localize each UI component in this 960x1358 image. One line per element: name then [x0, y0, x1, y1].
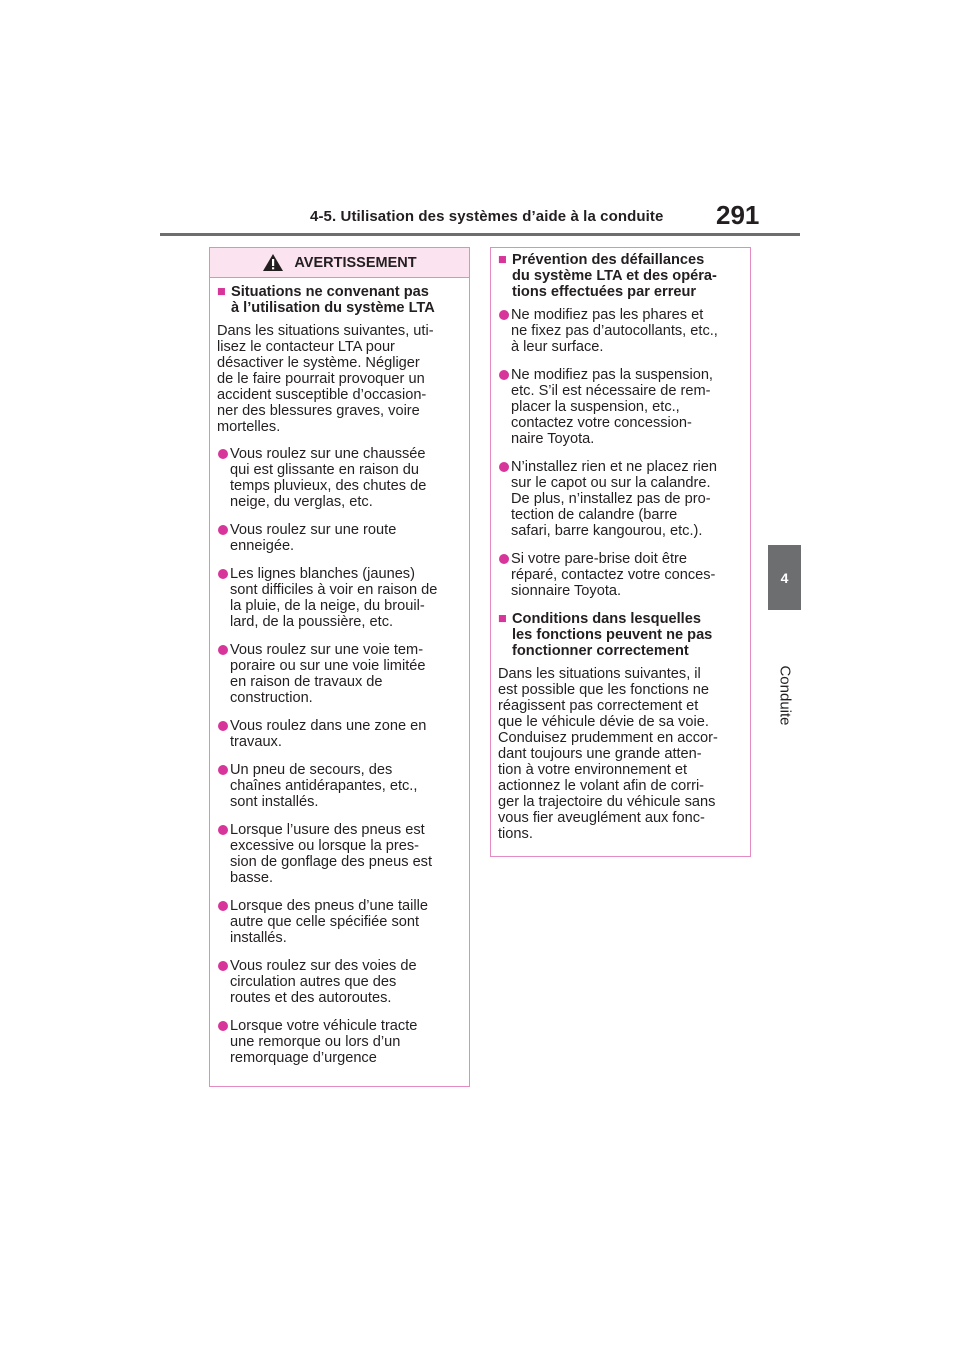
- section-square-icon: ■: [217, 284, 226, 300]
- bullet-text: Ne modifiez pas les phares et ne fixez pas d’autocollants, etc., à leur surface.: [511, 307, 718, 355]
- warning-header: [210, 248, 469, 278]
- warning-bullet: [217, 522, 462, 554]
- chapter-section-title: 4-5. Utilisation des systèmes d’aide à la conduite: [310, 208, 664, 225]
- chapter-number: 4: [780, 569, 789, 586]
- bullet-dot-icon: [499, 554, 509, 564]
- section-square-icon: ■: [498, 252, 507, 268]
- section-square-icon: ■: [498, 611, 507, 627]
- chapter-tab: [768, 545, 801, 610]
- prevention-section-title-text: Prévention des défaillances du système LTA et des opéra- tions effectuées par erreur: [512, 252, 717, 300]
- bullet-dot-icon: [218, 901, 228, 911]
- bullet-text: N’installez rien et ne placez rien sur le capot ou sur la calandre. De plus, n’installez pas de pro- tection de calandre (barre safari, barre kangourou, etc.).: [511, 459, 718, 539]
- prevention-bullet: [498, 367, 743, 447]
- bullet-dot-icon: [499, 370, 509, 380]
- warning-bullet: [217, 822, 462, 886]
- page-header: [160, 200, 800, 236]
- bullet-text: Lorsque votre véhicule tracte une remorque ou lors d’un remorquage d’urgence: [230, 1018, 418, 1066]
- bullet-text: Un pneu de secours, des chaînes antidérapantes, etc., sont installés.: [230, 762, 418, 810]
- warning-bullet: [217, 898, 462, 946]
- warning-title: AVERTISSEMENT: [294, 254, 417, 271]
- bullet-text: Les lignes blanches (jaunes) sont difficiles à voir en raison de la pluie, de la neige, du brouil- lard, de la poussière, etc.: [230, 566, 438, 630]
- warning-continued-content: [491, 248, 750, 842]
- warning-box: [209, 247, 470, 1087]
- bullet-dot-icon: [218, 449, 228, 459]
- warning-bullet: [217, 958, 462, 1006]
- bullet-text: Vous roulez dans une zone en travaux.: [230, 718, 427, 750]
- bullet-dot-icon: [218, 525, 228, 535]
- bullet-dot-icon: [218, 961, 228, 971]
- bullet-dot-icon: [218, 825, 228, 835]
- warning-box-continued: [490, 247, 751, 857]
- bullet-text: Vous roulez sur une route enneigée.: [230, 522, 397, 554]
- bullet-text: Lorsque l’usure des pneus est excessive ou lorsque la pres- sion de gonflage des pneus est basse.: [230, 822, 433, 886]
- bullet-dot-icon: [218, 765, 228, 775]
- warning-bullet: [217, 566, 462, 630]
- prevention-section-title: [498, 252, 743, 300]
- bullet-text: Vous roulez sur une voie tem- poraire ou sur une voie limitée en raison de travaux de construction.: [230, 642, 426, 706]
- conditions-text: Dans les situations suivantes, il est possible que les fonctions ne réagissent pas correctement et que le véhicule dévie de sa voie. Conduisez prudemment en accor- dant toujours une grande atten- tion à votre environnement et actionnez le volant afin de corri- ger la trajectoire du véhicule sans vous fier aveuglément aux fonc- tions.: [498, 666, 718, 842]
- prevention-bullet: [498, 551, 743, 599]
- warning-bullet: [217, 642, 462, 706]
- warning-content: [210, 278, 469, 1066]
- bullet-text: Vous roulez sur des voies de circulation autres que des routes et des autoroutes.: [230, 958, 417, 1006]
- header-divider: [160, 233, 800, 236]
- warning-bullet: [217, 1018, 462, 1066]
- warning-intro: Dans les situations suivantes, uti- lisez le contacteur LTA pour désactiver le système. Négliger de le faire pourrait provoquer un accident susceptible d’occasion- ner des blessures graves, voire mortelles.: [217, 323, 434, 435]
- warning-triangle-icon: [262, 253, 284, 272]
- warning-bullet: [217, 446, 462, 510]
- prevention-bullet: [498, 307, 743, 355]
- bullet-dot-icon: [499, 310, 509, 320]
- bullet-text: Si votre pare-brise doit être réparé, contactez votre conces- sionnaire Toyota.: [511, 551, 716, 599]
- warning-bullet: [217, 718, 462, 750]
- bullet-dot-icon: [499, 462, 509, 472]
- warning-section-title-text: Situations ne convenant pas à l’utilisation du système LTA: [231, 284, 435, 316]
- bullet-text: Ne modifiez pas la suspension, etc. S’il est nécessaire de rem- placer la suspension, etc., contactez votre concession- naire Toyota.: [511, 367, 713, 447]
- bullet-text: Lorsque des pneus d’une taille autre que celle spécifiée sont installés.: [230, 898, 428, 946]
- conditions-section-title-text: Conditions dans lesquelles les fonctions peuvent ne pas fonctionner correctement: [512, 611, 713, 659]
- warning-section-title: [217, 284, 462, 316]
- bullet-dot-icon: [218, 569, 228, 579]
- bullet-dot-icon: [218, 1021, 228, 1031]
- prevention-bullet: [498, 459, 743, 539]
- warning-bullet: [217, 762, 462, 810]
- bullet-dot-icon: [218, 721, 228, 731]
- bullet-dot-icon: [218, 645, 228, 655]
- bullet-text: Vous roulez sur une chaussée qui est glissante en raison du temps pluvieux, des chutes de neige, du verglas, etc.: [230, 446, 427, 510]
- chapter-label: Conduite: [776, 664, 794, 726]
- chapter-label-vertical: [761, 650, 809, 740]
- page-number: 291: [716, 200, 760, 230]
- conditions-section-title: [498, 611, 743, 659]
